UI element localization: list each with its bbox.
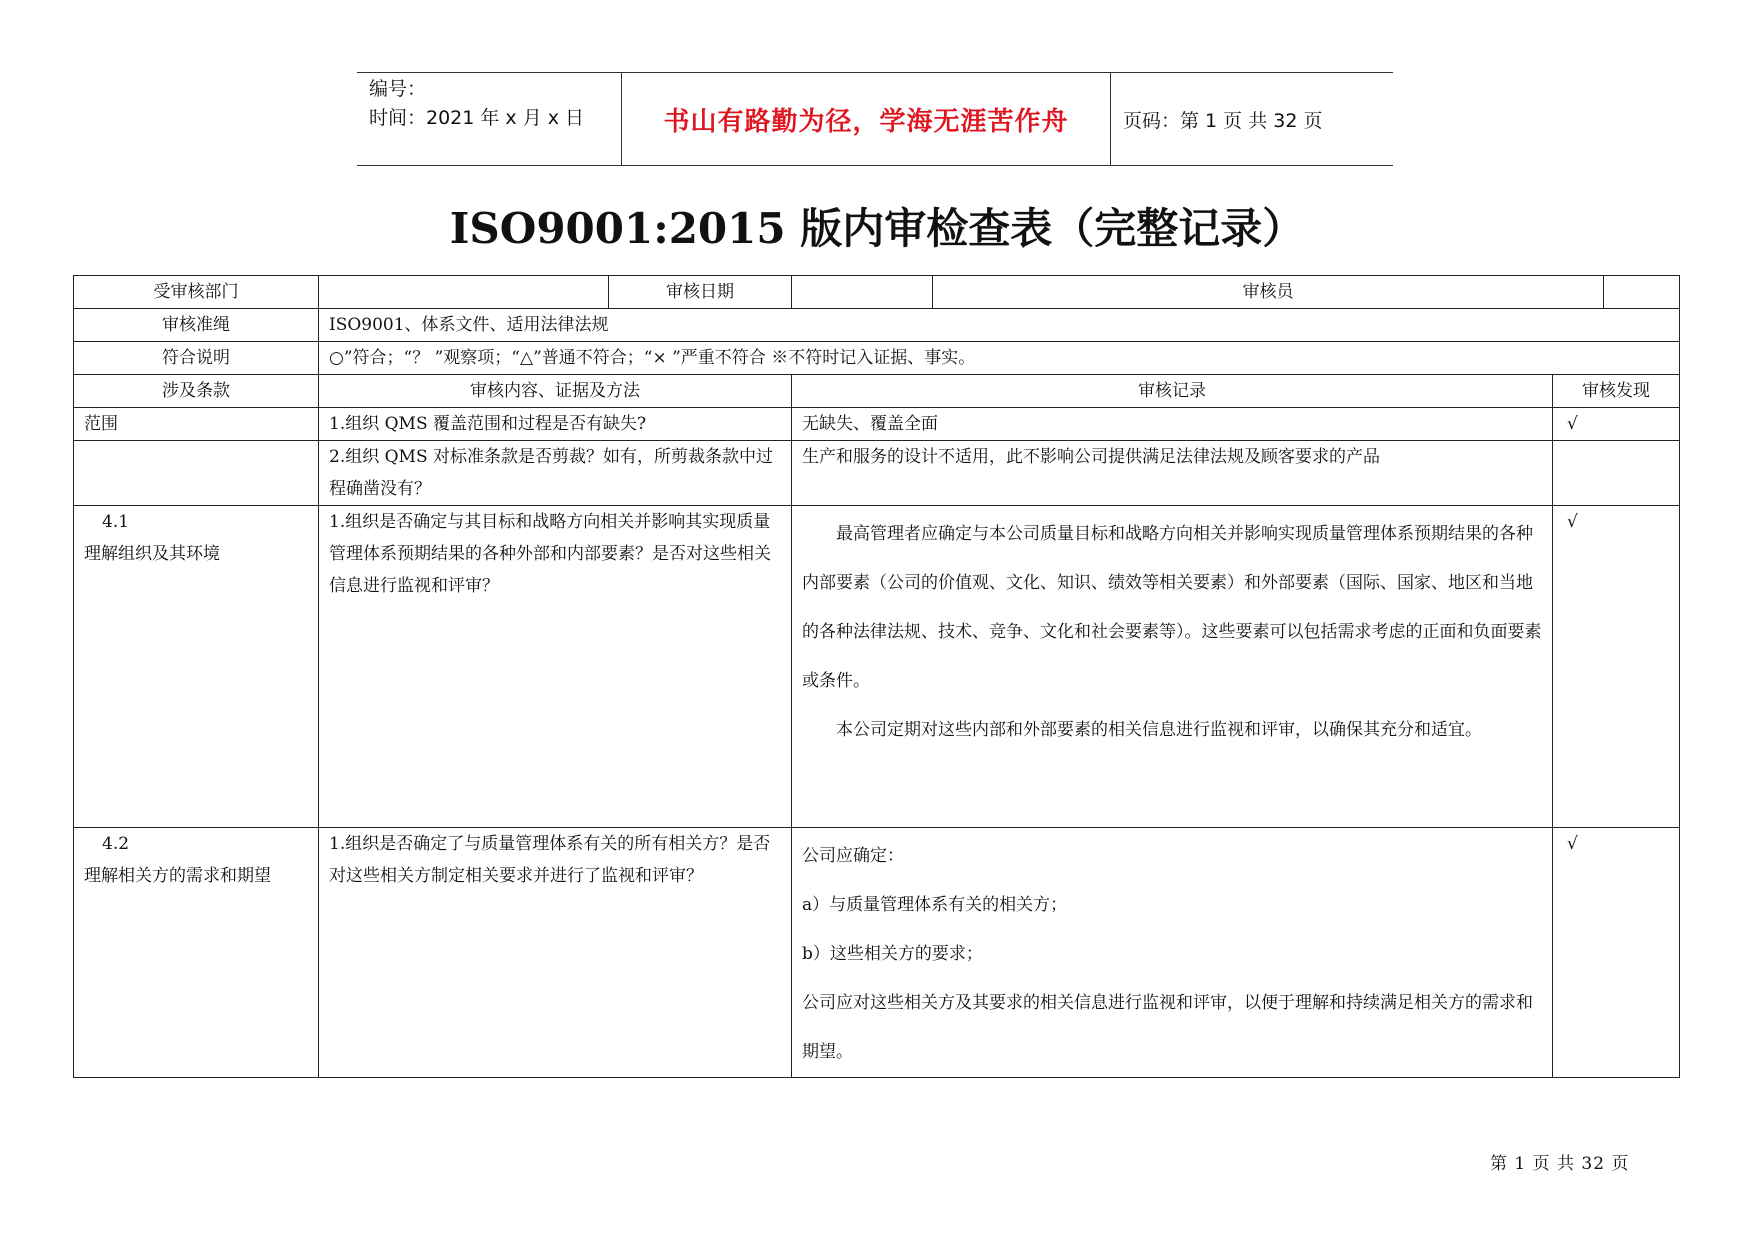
finding-cell	[1553, 441, 1680, 506]
clause-name: 理解相关方的需求和期望	[84, 866, 271, 886]
dept-value[interactable]	[319, 276, 609, 309]
content-cell: 1.组织是否确定与其目标和战略方向相关并影响其实现质量管理体系预期结果的各种外部和内部要素？是否对这些相关信息进行监视和评审？	[319, 506, 792, 828]
record-cell	[792, 441, 1553, 506]
clause-cell	[74, 408, 319, 441]
record-text: 生产和服务的设计不适用，此不影响公司提供满足法律法规及顾客要求的产品	[802, 447, 1380, 467]
record-text: 无缺失、覆盖全面	[802, 414, 938, 434]
column-header-row	[74, 375, 1680, 408]
col-header-clause: 涉及条款	[74, 375, 319, 408]
clause-cell	[74, 441, 319, 506]
page-title: ISO9001:2015 版内审检查表（完整记录）	[449, 204, 1305, 253]
clause-number: 范围	[84, 414, 118, 434]
col-header-content: 审核内容、证据及方法	[319, 375, 792, 408]
doc-number-label: 编号：	[369, 78, 427, 100]
record-paragraph: 最高管理者应确定与本公司质量目标和战略方向相关并影响实现质量管理体系预期结果的各种内部要素（公司的价值观、文化、知识、绩效等相关要素）和外部要素（国际、国家、地区和当地的各种法律法规、技术、竞争、文化和社会要素等）。这些要素可以包括需求考虑的正面和负面要素或条件。	[802, 524, 1542, 691]
criteria-value: ISO9001、体系文件、适用法律法规	[319, 309, 1680, 342]
col-header-finding: 审核发现	[1553, 375, 1680, 408]
audit-checklist-table	[73, 275, 1680, 1078]
record-paragraph: 公司应确定：	[802, 846, 904, 866]
content-cell: 2.组织 QMS 对标准条款是否剪裁？如有，所剪裁条款中过程确凿没有？	[319, 441, 792, 506]
clause-number: 4.1	[102, 512, 130, 532]
record-paragraph: 本公司定期对这些内部和外部要素的相关信息进行监视和评审，以确保其充分和适宜。	[836, 720, 1482, 740]
record-paragraph: b）这些相关方的要求；	[802, 944, 983, 964]
clause-cell	[74, 506, 319, 828]
row-department	[74, 276, 1680, 309]
page-indicator: 页码：第 1 页 共 32 页	[1123, 109, 1323, 132]
auditor-label: 审核员	[933, 276, 1604, 309]
finding-cell: √	[1553, 408, 1680, 441]
record-paragraph: a）与质量管理体系有关的相关方；	[802, 895, 1068, 915]
slogan: 书山有路勤为径，学海无涯苦作舟	[621, 73, 1111, 165]
row-conformity	[74, 342, 1680, 375]
content-cell: 1.组织是否确定了与质量管理体系有关的所有相关方？是否对这些相关方制定相关要求并进行了监视和评审？	[319, 828, 792, 1078]
doc-info-cell	[357, 73, 621, 165]
content-cell: 1.组织 QMS 覆盖范围和过程是否有缺失?	[319, 408, 792, 441]
dept-label: 受审核部门	[74, 276, 319, 309]
page-footer: 第 1 页 共 32 页	[1490, 1154, 1630, 1174]
doc-time-label: 时间：2021 年 x 月 x 日	[369, 107, 585, 129]
clause-cell	[74, 828, 319, 1078]
table-row	[74, 408, 1680, 441]
table-row	[74, 828, 1680, 1078]
finding-cell: √	[1553, 506, 1680, 828]
clause-number: 4.2	[102, 834, 130, 854]
row-criteria	[74, 309, 1680, 342]
document-header	[357, 72, 1393, 166]
audit-date-label: 审核日期	[609, 276, 792, 309]
clause-name: 理解组织及其环境	[84, 544, 220, 564]
conformity-label: 符合说明	[74, 342, 319, 375]
auditor-value[interactable]	[1604, 276, 1680, 309]
finding-cell: √	[1553, 828, 1680, 1078]
criteria-label: 审核准绳	[74, 309, 319, 342]
record-cell	[792, 408, 1553, 441]
record-paragraph: 公司应对这些相关方及其要求的相关信息进行监视和评审，以便于理解和持续满足相关方的需求和期望。	[802, 993, 1533, 1062]
audit-date-value[interactable]	[792, 276, 933, 309]
record-cell	[792, 506, 1553, 828]
conformity-value: ○”符合；“？ ”观察项；“△”普通不符合；“× ”严重不符合 ※不符时记入证据、事实。	[319, 342, 1680, 375]
table-row	[74, 441, 1680, 506]
record-cell	[792, 828, 1553, 1078]
table-row	[74, 506, 1680, 828]
col-header-record: 审核记录	[792, 375, 1553, 408]
